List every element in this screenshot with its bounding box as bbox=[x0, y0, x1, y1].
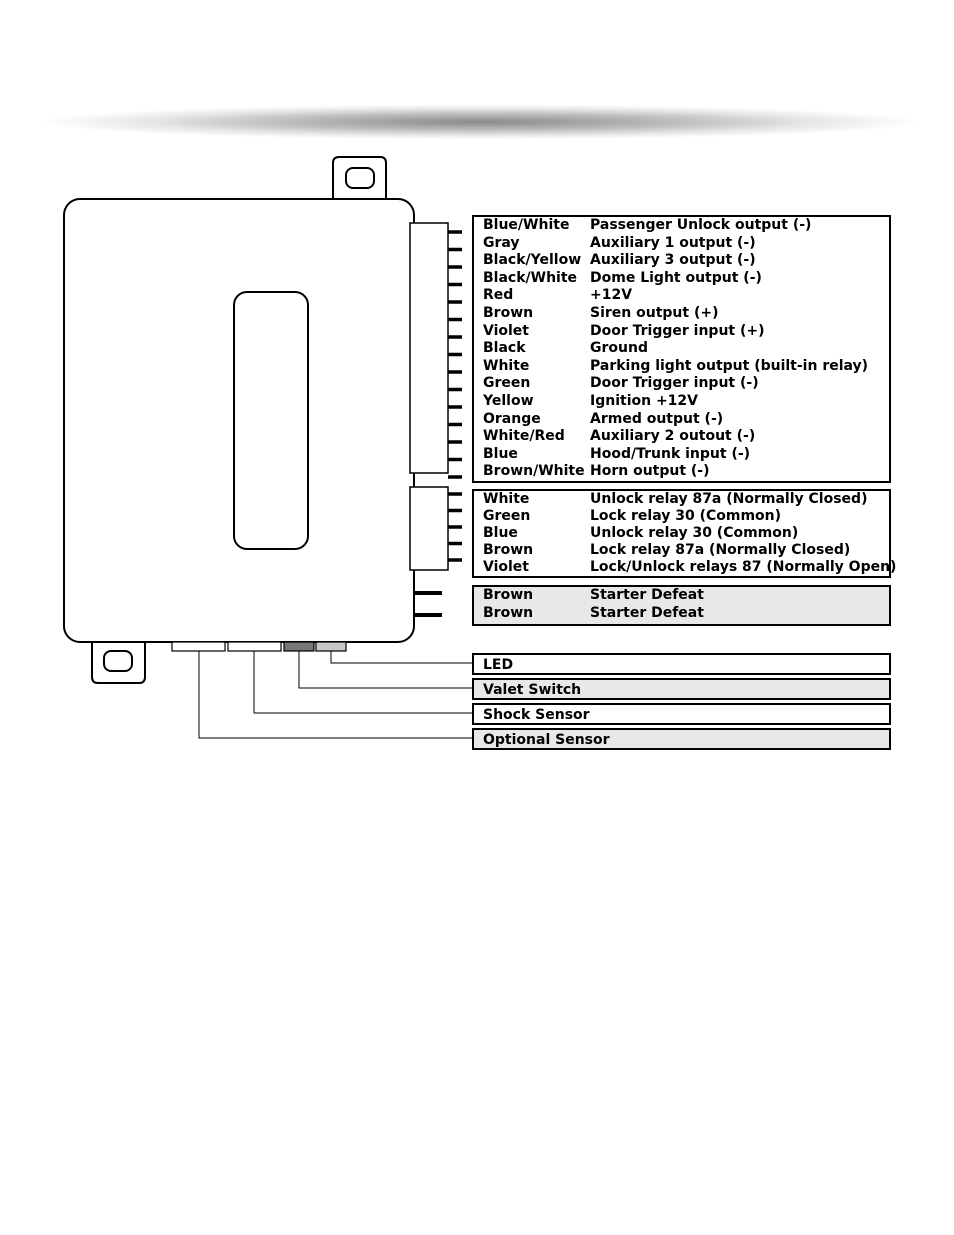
wire-function: Starter Defeat bbox=[590, 605, 704, 621]
led-label-box bbox=[472, 653, 891, 675]
valet-switch-port bbox=[284, 642, 314, 651]
wire-function: Parking light output (built-in relay) bbox=[590, 357, 869, 374]
wire-function: Ground bbox=[590, 340, 648, 357]
module-window bbox=[234, 292, 308, 549]
valet-label-box bbox=[472, 678, 891, 700]
optional-leader bbox=[199, 651, 472, 738]
lock-connector-housing bbox=[410, 487, 448, 570]
wire-color: Brown/White bbox=[483, 463, 585, 480]
shock-sensor-label: Shock Sensor bbox=[483, 707, 590, 723]
wire-function: +12V bbox=[590, 287, 633, 304]
main-harness-table bbox=[472, 215, 891, 483]
wire-color: Violet bbox=[483, 322, 529, 339]
main-connector-housing bbox=[410, 223, 448, 473]
wire-color: Green bbox=[483, 508, 531, 524]
wire-function: Door Trigger input (+) bbox=[590, 322, 765, 339]
wire-function: Lock relay 87a (Normally Closed) bbox=[590, 542, 851, 558]
shock-leader bbox=[254, 651, 472, 713]
wire-function: Dome Light output (-) bbox=[590, 269, 762, 286]
wire-function: Ignition +12V bbox=[590, 393, 698, 409]
wire-color: Green bbox=[483, 375, 531, 392]
wire-function: Door Trigger input (-) bbox=[590, 375, 759, 392]
wire-function: Hood/Trunk input (-) bbox=[590, 445, 751, 462]
wire-function: Lock/Unlock relays 87 (Normally Open) bbox=[590, 559, 897, 575]
optional-sensor-label: Optional Sensor bbox=[483, 732, 610, 748]
wire-color: Blue/White bbox=[483, 217, 570, 233]
lock-harness-table bbox=[472, 489, 897, 578]
shock-label-box bbox=[472, 703, 891, 725]
wire-function: Starter Defeat bbox=[590, 587, 704, 603]
led-label: LED bbox=[483, 657, 514, 673]
shock-sensor-port bbox=[228, 642, 281, 651]
lock-connector-pins bbox=[448, 494, 462, 560]
wire-color: Violet bbox=[483, 559, 529, 575]
wire-function: Unlock relay 30 (Common) bbox=[590, 525, 799, 541]
wire-color: Blue bbox=[483, 525, 518, 541]
wire-color: Brown bbox=[483, 305, 534, 321]
wire-color: Yellow bbox=[483, 393, 534, 409]
wire-color: Blue bbox=[483, 445, 518, 462]
wire-color: Black/Yellow bbox=[483, 252, 582, 269]
led-port bbox=[316, 642, 346, 651]
wire-color: Gray bbox=[483, 234, 520, 251]
mounting-tab-top bbox=[333, 157, 386, 200]
wire-function: Siren output (+) bbox=[590, 305, 719, 321]
optional-label-box bbox=[472, 728, 891, 750]
optional-sensor-port bbox=[172, 642, 225, 651]
led-leader bbox=[331, 651, 472, 663]
wire-color: White bbox=[483, 491, 530, 507]
wire-color: Brown bbox=[483, 587, 534, 603]
wire-function: Auxiliary 1 output (-) bbox=[590, 234, 756, 251]
wire-color: White/Red bbox=[483, 428, 565, 445]
mounting-tab-bottom bbox=[92, 640, 145, 683]
wire-function: Auxiliary 3 output (-) bbox=[590, 252, 756, 269]
wire-function: Auxiliary 2 outout (-) bbox=[590, 428, 756, 445]
wire-function: Unlock relay 87a (Normally Closed) bbox=[590, 491, 868, 507]
wire-color: Orange bbox=[483, 410, 541, 427]
wire-function: Armed output (-) bbox=[590, 410, 724, 427]
wire-function: Passenger Unlock output (-) bbox=[590, 217, 812, 233]
wire-function: Horn output (-) bbox=[590, 463, 710, 480]
wire-color: Black bbox=[483, 340, 526, 357]
valet-leader bbox=[299, 651, 472, 688]
valet-switch-label: Valet Switch bbox=[483, 682, 582, 698]
starter-defeat-table bbox=[472, 585, 891, 626]
wire-color: Brown bbox=[483, 605, 534, 621]
main-connector-pins bbox=[448, 232, 462, 477]
wire-color: White bbox=[483, 357, 530, 374]
wire-color: Black/White bbox=[483, 269, 578, 286]
wire-color: Red bbox=[483, 287, 514, 304]
wire-color: Brown bbox=[483, 542, 534, 558]
wire-function: Lock relay 30 (Common) bbox=[590, 508, 782, 524]
